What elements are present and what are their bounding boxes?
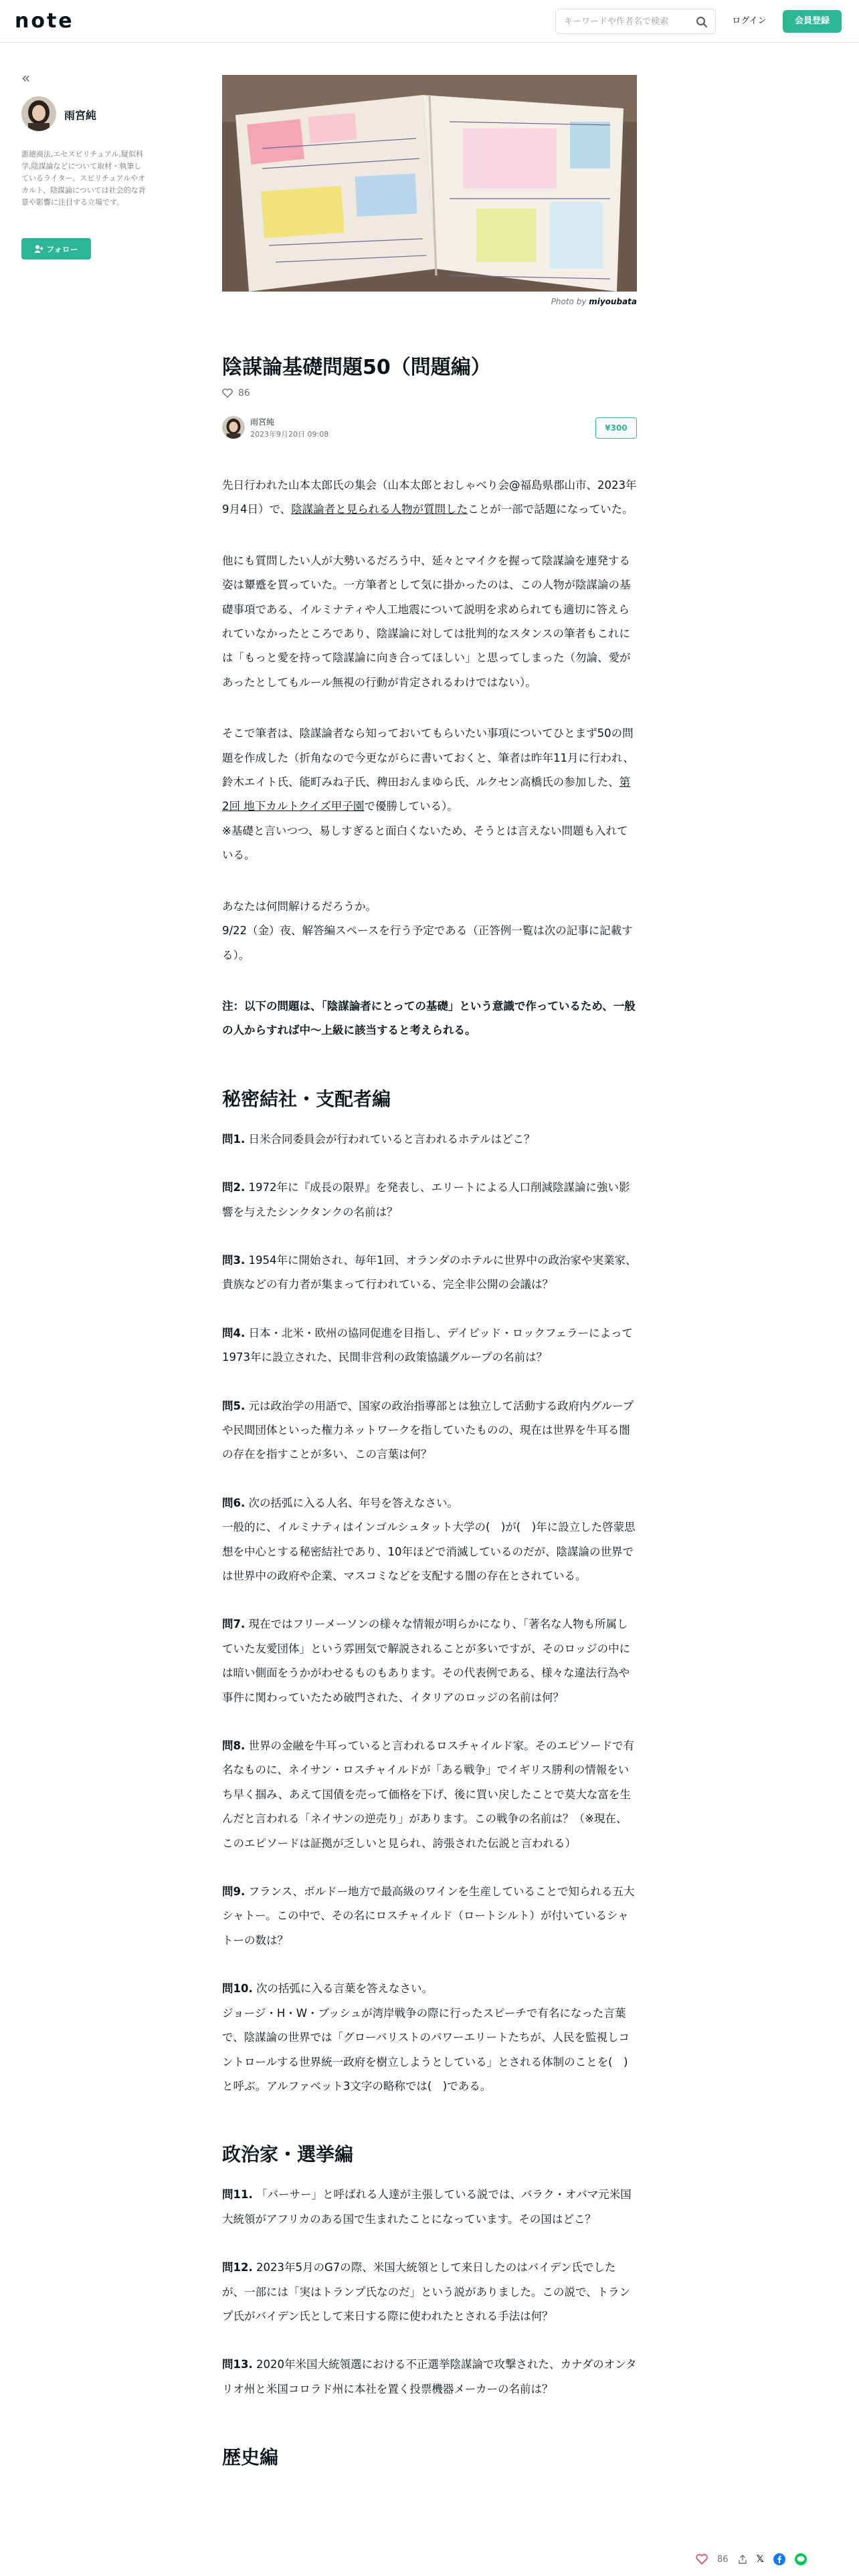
question-item [222, 1176, 637, 1224]
question-text: 世界の金融を牛耳っていると言われるロスチャイルド家。そのエピソードで有名なものに、ネイサン・ロスチャイルドが「ある戦争」でイギリス勝利の情報をいち早く掴み、あえて国債を売って価格を下げ、後に買い戻したことで莫大な富を生んだと言われる「ネイサンの逆売り」があります。この戦争の名前は？（※現在、このエピソードは証拠が乏しいと見られ、誇張された伝説と言われる） [222, 1739, 635, 1850]
question-item [222, 1128, 637, 1152]
question-number: 問3. [222, 1253, 246, 1267]
price-badge[interactable]: ¥300 [595, 417, 637, 439]
avatar[interactable] [21, 96, 56, 131]
signup-button[interactable]: 会員登録 [783, 10, 842, 33]
question-item [222, 1880, 637, 1953]
question-text: 2023年5月のG7の際、米国大統領として来日したのはバイデン氏でしたが、一部には「実はトランプ氏なのだ」という説がありました。この説で、トランプ氏がバイデン氏として来日する際に使われたとされる手法は何？ [222, 2261, 631, 2323]
like-count-bottom: 86 [717, 2554, 729, 2565]
byline-author[interactable]: 雨宮純 [250, 417, 275, 427]
question-item [222, 1321, 637, 1370]
article-title: 陰謀論基礎問題50（問題編） [222, 356, 491, 379]
intro-paragraph-2: 他にも質問したい人が大勢いるだろう中、延々とマイクを握って陰謀論を連発する姿は顰蹙を買っていた。一方筆者として気に掛かったのは、この人物が陰謀論の基礎事項である、イルミナティや人工地震について説明を求められても適切に答えられていなかったところであり、陰謀論に対しては批判的なスタンスの筆者もこれには「もっと愛を持って陰謀論に向き合ってほしい」と思ってしまった（勿論、愛があったとしてもルール無視の行動が肯定されるわけではない）。 [222, 554, 631, 689]
question-item [222, 2353, 637, 2401]
question-text: フランス、ボルドー地方で最高級のワインを生産していることで知られる五大シャトー。この中で、その名にロスチャイルド（ロートシルト）が付いているシャトーの数は？ [222, 1885, 635, 1947]
author-name[interactable]: 雨宮純 [64, 109, 97, 122]
note-logo[interactable]: note [15, 9, 74, 33]
question-text: 1972年に『成長の限界』を発表し、エリートによる人口削減陰謀論に強い影響を与えたシンクタンクの名前は？ [222, 1181, 630, 1218]
question-number: 問11. [222, 2188, 253, 2202]
question-item [222, 1491, 637, 1589]
publish-date: 2023年9月20日 09:08 [250, 430, 329, 439]
search-icon[interactable] [695, 15, 708, 29]
difficulty-note: 注：以下の問題は、「陰謀論者にとっての基礎」という意識で作っているため、一般の人からすれば中〜上級に該当すると考えられる。 [222, 999, 636, 1037]
question-number: 問6. [222, 1496, 246, 1509]
quiz-koshien-link[interactable]: 第2回 地下カルトクイズ甲子園 [222, 776, 631, 813]
photo-credit-link[interactable]: miyoubata [589, 297, 637, 306]
article-body [222, 473, 637, 2486]
question-number: 問7. [222, 1618, 246, 1631]
facebook-icon[interactable] [773, 2553, 785, 2565]
intro-paragraph-4: ※基礎と言いつつ、易しすぎると面白くないため、そうとは言えない問題も入れている。 [222, 824, 628, 862]
question-number: 問10. [222, 1982, 253, 1996]
search-box[interactable] [555, 9, 716, 34]
question-text: 次の括弧に入る言葉を答えなさい。 ジョージ・H・W・ブッシュが湾岸戦争の際に行ったスピーチで有名になった言葉で、陰謀論の世界では「グローバリストのパワーエリートたちが、人民を監視しコントロールする世界統一政府を樹立しようとしている」とされる体制のことを( )と呼ぶ。アルファベット3文字の略称では( )である。 [222, 1982, 630, 2092]
question-number: 問13. [222, 2358, 253, 2371]
author-bio: 悪徳商法,エセスピリチュアル,疑似科学,陰謀論などについて取材・執筆しているライター。スピリチュアルやオカルト、陰謀論については社会的な背景や影響に注目する立場です。 [21, 150, 146, 207]
like-summary[interactable] [222, 388, 250, 399]
question-text: 次の括弧に入る人名、年号を答えなさい。 一般的に、イルミナティはインゴルシュタット大学の( )が( )年に設立した啓蒙思想を中心とする秘密結社であり、10年ほどで消滅しているのだが、陰謀論の世界では世界中の政府や企業、マスコミなどを支配する闇の存在とされている。 [222, 1496, 636, 1582]
question-number: 問9. [222, 1885, 246, 1899]
add-user-icon [34, 245, 43, 253]
x-icon[interactable]: 𝕏 [756, 2554, 764, 2565]
question-number: 問12. [222, 2261, 253, 2274]
question-text: 現在ではフリーメーソンの様々な情報が明らかになり、「著名な人物も所属していた友愛団体」という雰囲気で解説されることが多いですが、そのロッジの中には暗い側面をうかがわせるものもあります。その代表例である、様々な違法行為や事件に関わっていたため破門された、イタリアのロッジの名前は何？ [222, 1618, 631, 1704]
question-number: 問8. [222, 1739, 246, 1753]
photo-credit-prefix: Photo by [551, 297, 587, 306]
question-text: 元は政治学の用語で、国家の政治指導部とは独立して活動する政府内グループや民間団体といった権力ネットワークを指していたものの、現在は世界を牛耳る闇の存在を指すことが多い、この言葉は何？ [222, 1399, 634, 1461]
question-item [222, 2183, 637, 2232]
follow-button[interactable] [21, 238, 91, 259]
question-text: 「バーサー」と呼ばれる人達が主張している説では、バラク・オバマ元米国大統領がアフリカのある国で生まれたことになっています。その国はどこ？ [222, 2188, 632, 2226]
question-item [222, 2256, 637, 2329]
follow-label: フォロー [46, 244, 78, 254]
hero-image [222, 75, 637, 292]
intro-paragraph-3: そこで筆者は、陰謀論者なら知っておいてもらいたい事項についてひとまず50の問題を作成した（折角なので今更ながらに書いておくと、筆者は昨年11月に行われ、鈴木エイト氏、能町みね子氏、稗田おんまゆら氏、ルクセン高橋氏の参加した、第2回 地下カルトクイズ甲子園で優勝している）。 [222, 727, 634, 813]
section-heading: 政治家・選挙編 [222, 2143, 354, 2166]
like-count: 86 [238, 388, 250, 399]
photo-credit [222, 297, 637, 306]
question-number: 問4. [222, 1326, 246, 1339]
question-item [222, 1394, 637, 1467]
question-number: 問1. [222, 1132, 246, 1146]
share-icon[interactable] [738, 2555, 747, 2564]
question-number: 問5. [222, 1399, 246, 1412]
question-text: 日本・北米・欧州の協同促進を目指し、デイビッド・ロックフェラーによって1973年に設立された、民間非営利の政策協議グループの名前は？ [222, 1326, 634, 1364]
question-item [222, 1249, 637, 1297]
login-button[interactable]: ログイン [732, 16, 767, 26]
heart-icon [222, 389, 233, 398]
intro-paragraph-1: 先日行われた山本太郎氏の集会（山本太郎とおしゃべり会@福島県郡山市、2023年9月4日）で、陰謀論者と見られる人物が質問したことが一部で話題になっていた。 [222, 479, 637, 516]
heart-icon [696, 2554, 708, 2565]
floating-action-bar [696, 2549, 807, 2569]
global-header [0, 0, 859, 43]
section-heading: 歴史編 [222, 2446, 279, 2469]
line-icon[interactable] [795, 2553, 807, 2565]
search-input[interactable] [556, 9, 690, 33]
question-number: 問2. [222, 1181, 246, 1194]
section-heading: 秘密結社・支配者編 [222, 1087, 391, 1110]
question-text: 2020年米国大統領選における不正選挙陰謀論で攻撃された、カナダのオンタリオ州と米国コロラド州に本社を置く投票機器メーカーの名前は？ [222, 2358, 637, 2395]
double-chevron-left-icon[interactable]: « [21, 70, 31, 87]
question-sections [222, 1086, 637, 2471]
like-button[interactable] [696, 2554, 708, 2565]
intro-paragraph-5: あなたは何問解けるだろうか。 [222, 899, 377, 913]
byline-avatar[interactable] [222, 416, 245, 439]
intro-paragraph-6: 9/22（金）夜、解答編スペースを行う予定である（正答例一覧は次の記事に記載する）。 [222, 924, 633, 962]
question-link[interactable]: 陰謀論者と見られる人物が質問した [291, 503, 468, 516]
question-item [222, 1734, 637, 1856]
question-text: 1954年に開始され、毎年1回、オランダのホテルに世界中の政治家や実業家、貴族などの有力者が集まって行われている、完全非公開の会議は？ [222, 1253, 637, 1291]
question-item [222, 1612, 637, 1710]
question-item [222, 1977, 637, 2099]
question-text: 日米合同委員会が行われていると言われるホテルはどこ？ [248, 1132, 535, 1146]
